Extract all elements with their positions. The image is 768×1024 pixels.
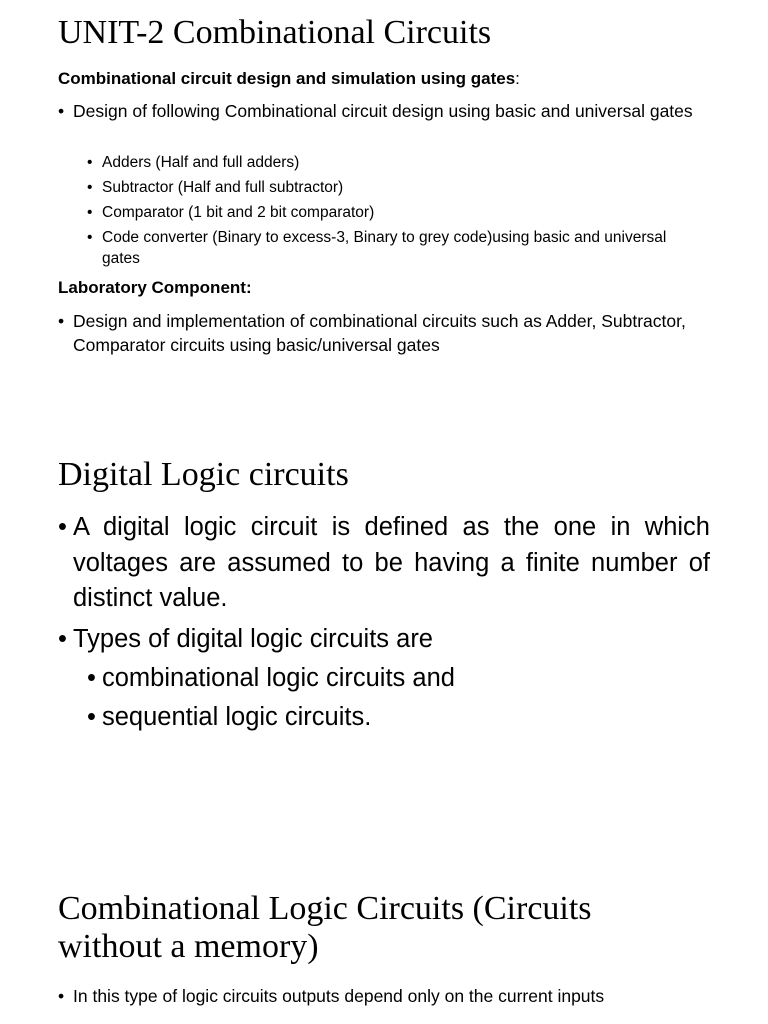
types-bullet	[58, 622, 708, 657]
sub-bullet-comparator	[87, 202, 687, 223]
combinational-logic-title: Combinational Logic Circuits (Circuits without a memory)	[58, 890, 592, 965]
bullet-icon: •	[58, 625, 67, 653]
bullet-icon: •	[58, 101, 65, 121]
sub-bullet-text: Adders (Half and full adders)	[102, 154, 300, 171]
lab-heading	[58, 278, 252, 298]
lab-bullet-text: Design and implementation of combinational circuits such as Adder, Subtractor, Comparator circuits using basic/universal gates	[73, 311, 686, 355]
definition-bullet-text: A digital logic circuit is defined as the one in which voltages are assumed to be having a finite number of distinct value.	[73, 513, 710, 612]
sub-bullet-text: Comparator (1 bit and 2 bit comparator)	[102, 204, 375, 221]
types-bullet-text: Types of digital logic circuits are	[73, 625, 433, 653]
bullet-icon: •	[87, 703, 96, 731]
design-subheading-bold: Combinational circuit design and simulation using gates	[58, 69, 516, 88]
bullet-icon: •	[87, 204, 93, 221]
sub-bullet-text: combinational logic circuits and	[102, 664, 455, 692]
bullet-icon: •	[87, 179, 93, 196]
sub-bullet-sequential	[87, 700, 707, 735]
bullet-icon: •	[87, 229, 93, 246]
sub-bullet-adders	[87, 152, 687, 173]
bullet-icon: •	[58, 986, 65, 1006]
lab-heading-text: Laboratory Component:	[58, 278, 252, 297]
sub-bullet-text: Subtractor (Half and full subtractor)	[102, 179, 344, 196]
bullet-icon: •	[87, 664, 96, 692]
sub-bullet-text: Code converter (Binary to excess-3, Binary to grey code)using basic and universal gates	[102, 229, 667, 267]
design-bullet	[58, 99, 698, 123]
design-subheading-colon: :	[515, 69, 520, 88]
unit-title: UNIT-2 Combinational Circuits	[58, 14, 492, 51]
definition-bullet	[58, 510, 710, 617]
outputs-bullet	[58, 984, 708, 1008]
design-bullet-text: Design of following Combinational circuit design using basic and universal gates	[73, 101, 693, 121]
bullet-icon: •	[58, 513, 67, 541]
lab-bullet	[58, 309, 708, 357]
sub-bullet-subtractor	[87, 177, 687, 198]
sub-bullet-code-converter	[87, 227, 687, 269]
digital-logic-title: Digital Logic circuits	[58, 456, 349, 493]
outputs-bullet-text: In this type of logic circuits outputs depend only on the current inputs	[73, 986, 605, 1006]
sub-bullet-text: sequential logic circuits.	[102, 703, 372, 731]
sub-bullet-combinational	[87, 661, 707, 696]
bullet-icon: •	[87, 154, 93, 171]
bullet-icon: •	[58, 311, 65, 331]
design-subheading	[58, 69, 520, 89]
